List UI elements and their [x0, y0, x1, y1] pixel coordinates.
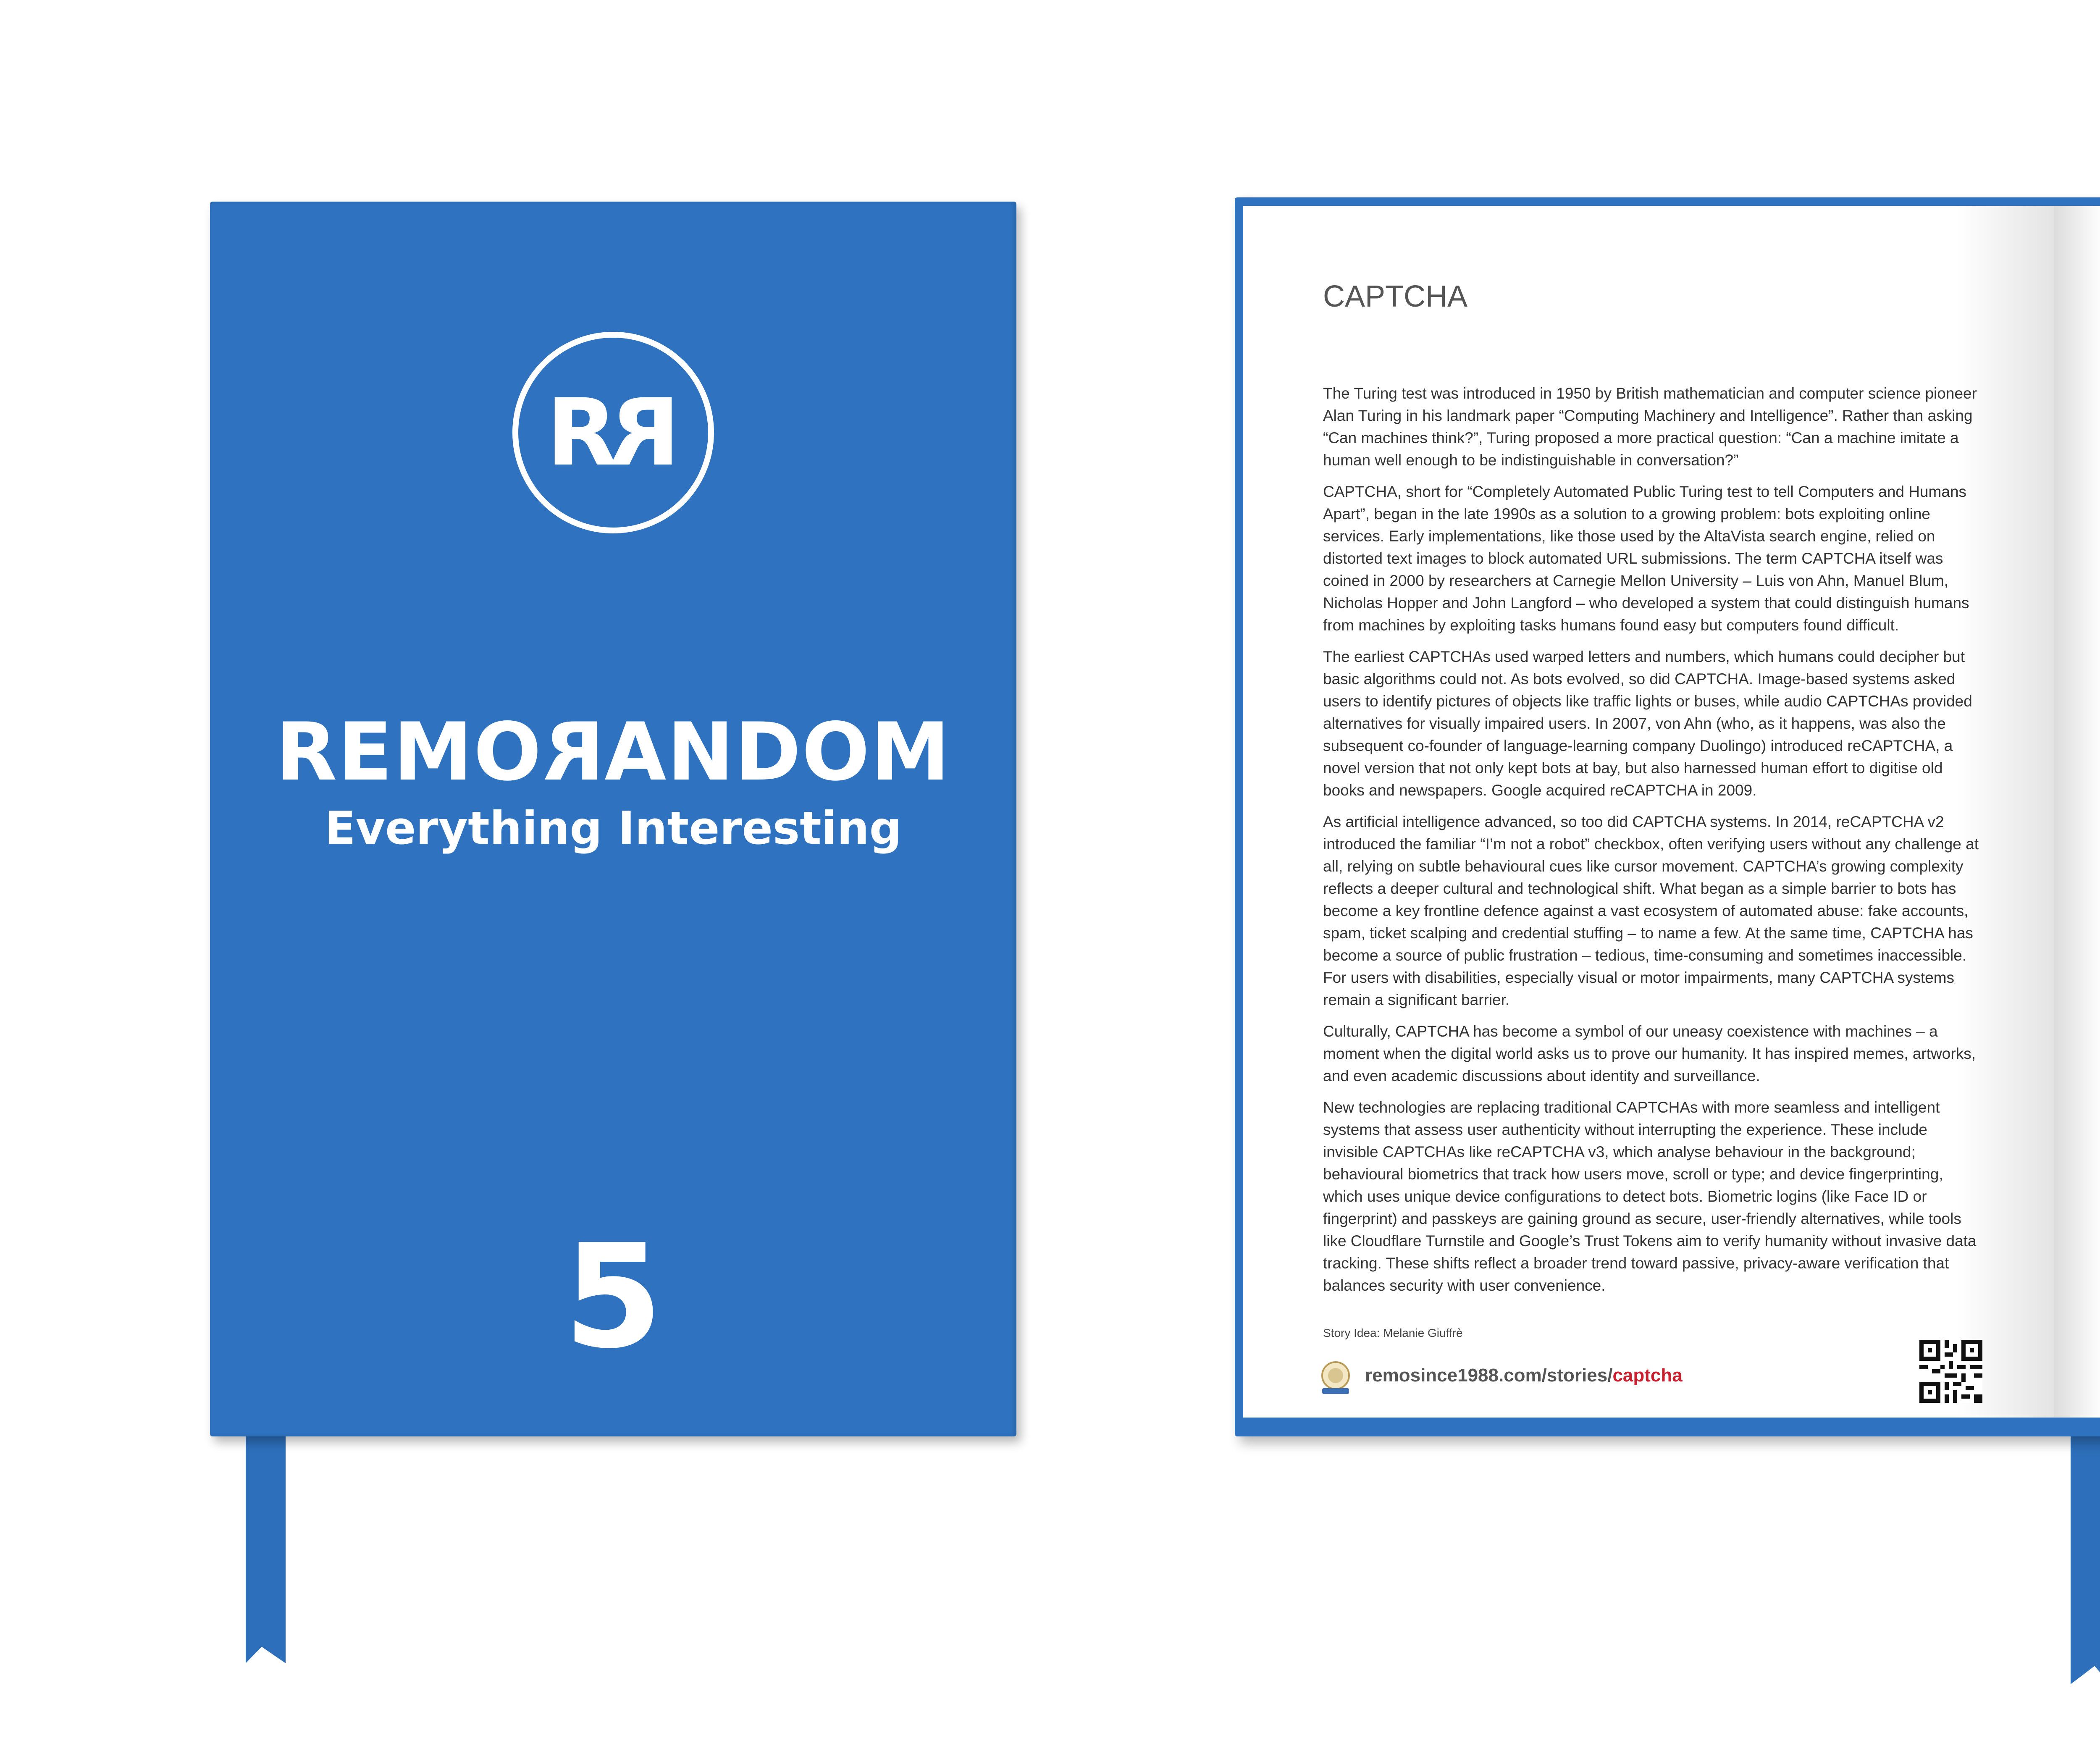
meme-credit: [2054, 895, 2100, 908]
seal-icon: [1315, 1359, 1357, 1397]
paragraph: New technologies are replacing traditional CAPTCHAs with more seamless and intelligent systems that assess user authenticity without interrupting the experience. These include invisible CAPTCHAs like reCAPTCHA v3, which analyse behaviour in the background; behavioural biometrics that track how users move, scroll or type; and device fingerprinting, which uses unique device configurations to detect bots. Biometric logins (like Face ID or fingerprint) and passkeys are gaining ground as secure, user-friendly alternatives, while tools like Cloudflare Turnstile and Google’s Trust Tokens aim to verify humanity without invasive data tracking. These shifts reflect a broader trend toward passive, privacy-aware verification that balances security with user convenience.: [1323, 1099, 1977, 1294]
book-cover: [210, 202, 1016, 1436]
story-url[interactable]: remosince1988.com/stories/captcha: [1365, 1365, 1683, 1386]
paragraph: CAPTCHA, short for “Completely Automated Public Turing test to tell Computers and Humans Apart”, began in the late 1990s as a solution to a growing problem: bots exploiting online services. Early implementations, like those used by the AltaVista search engine, relied on distorted text images to block automated URL submissions. The term CAPTCHA itself was coined in 2000 by researchers at Carnegie Mellon University – Luis von Ahn, Manuel Blum, Nicholas Hopper and John Langford – who developed a system that could distinguish humans from machines by exploiting tasks humans found easy but computers found difficult.: [1323, 483, 1969, 634]
bookmark-ribbon-open: [2071, 1424, 2100, 1684]
paragraph: The Turing test was introduced in 1950 by British mathematician and computer science pioneer Alan Turing in his landmark paper “Computing Machinery and Intelligence”. Rather than asking “Can machines think?”, Turing proposed a more practical question: “Can a machine imitate a human well enough to be indistinguishable in conversation?”: [1323, 385, 1977, 469]
cover-title: REMORANDOM: [276, 706, 951, 798]
cover-subtitle: Everything Interesting: [325, 802, 902, 855]
open-book: [1235, 197, 2100, 1436]
bookmark-ribbon: [246, 1428, 286, 1663]
right-page: [2054, 206, 2100, 1418]
mirrored-r: R: [542, 706, 605, 798]
cover-logo: R R: [512, 332, 714, 533]
paragraph: The earliest CAPTCHAs used warped letters and numbers, which humans could decipher but basic algorithms could not. As bots evolved, so did CAPTCHA. Image-based systems asked users to identify pictures of objects like traffic lights or buses, while audio CAPTCHAs provided alternatives for visually impaired users. In 2007, von Ahn (who, as it happens, was also the subsequent co-founder of language-learning company Duolingo) introduced reCAPTCHA, a novel version that not only kept bots at bay, but also harnessed human effort to digitise old books and newspapers. Google acquired reCAPTCHA in 2009.: [1323, 648, 1972, 799]
qr-code-icon[interactable]: [1919, 1340, 1982, 1403]
paragraph: Culturally, CAPTCHA has become a symbol of our uneasy coexistence with machines – a moment when the digital world asks us to prove our humanity. It has inspired memes, artworks, and even academic discussions about identity and surveillance.: [1323, 1023, 1976, 1084]
paragraph: As artificial intelligence advanced, so too did CAPTCHA systems. In 2014, reCAPTCHA v2 introduced the familiar “I’m not a robot” checkbox, often verifying users without any challenge at all, relying on subtle behavioural cues like cursor movement. CAPTCHA’s growing complexity reflects a deeper cultural and technological shift. What began as a simple barrier to bots has become a key frontline defence against a vast ecosystem of automated abuse: fake accounts, spam, ticket scalping and credential stuffing – to name a few. At the same time, CAPTCHA has become a source of public frustration – tedious, time-consuming and sometimes inaccessible. For users with disabilities, especially visual or motor impairments, many CAPTCHA systems remain a significant barrier.: [1323, 813, 1979, 1008]
left-page: [1243, 206, 2054, 1418]
page-title: CAPTCHA: [1323, 280, 1468, 313]
cover-issue-number: 5: [563, 1214, 663, 1380]
story-idea-credit: Story Idea: Melanie Giuffrè: [1323, 1326, 1463, 1339]
article-body: [1323, 382, 1987, 1306]
